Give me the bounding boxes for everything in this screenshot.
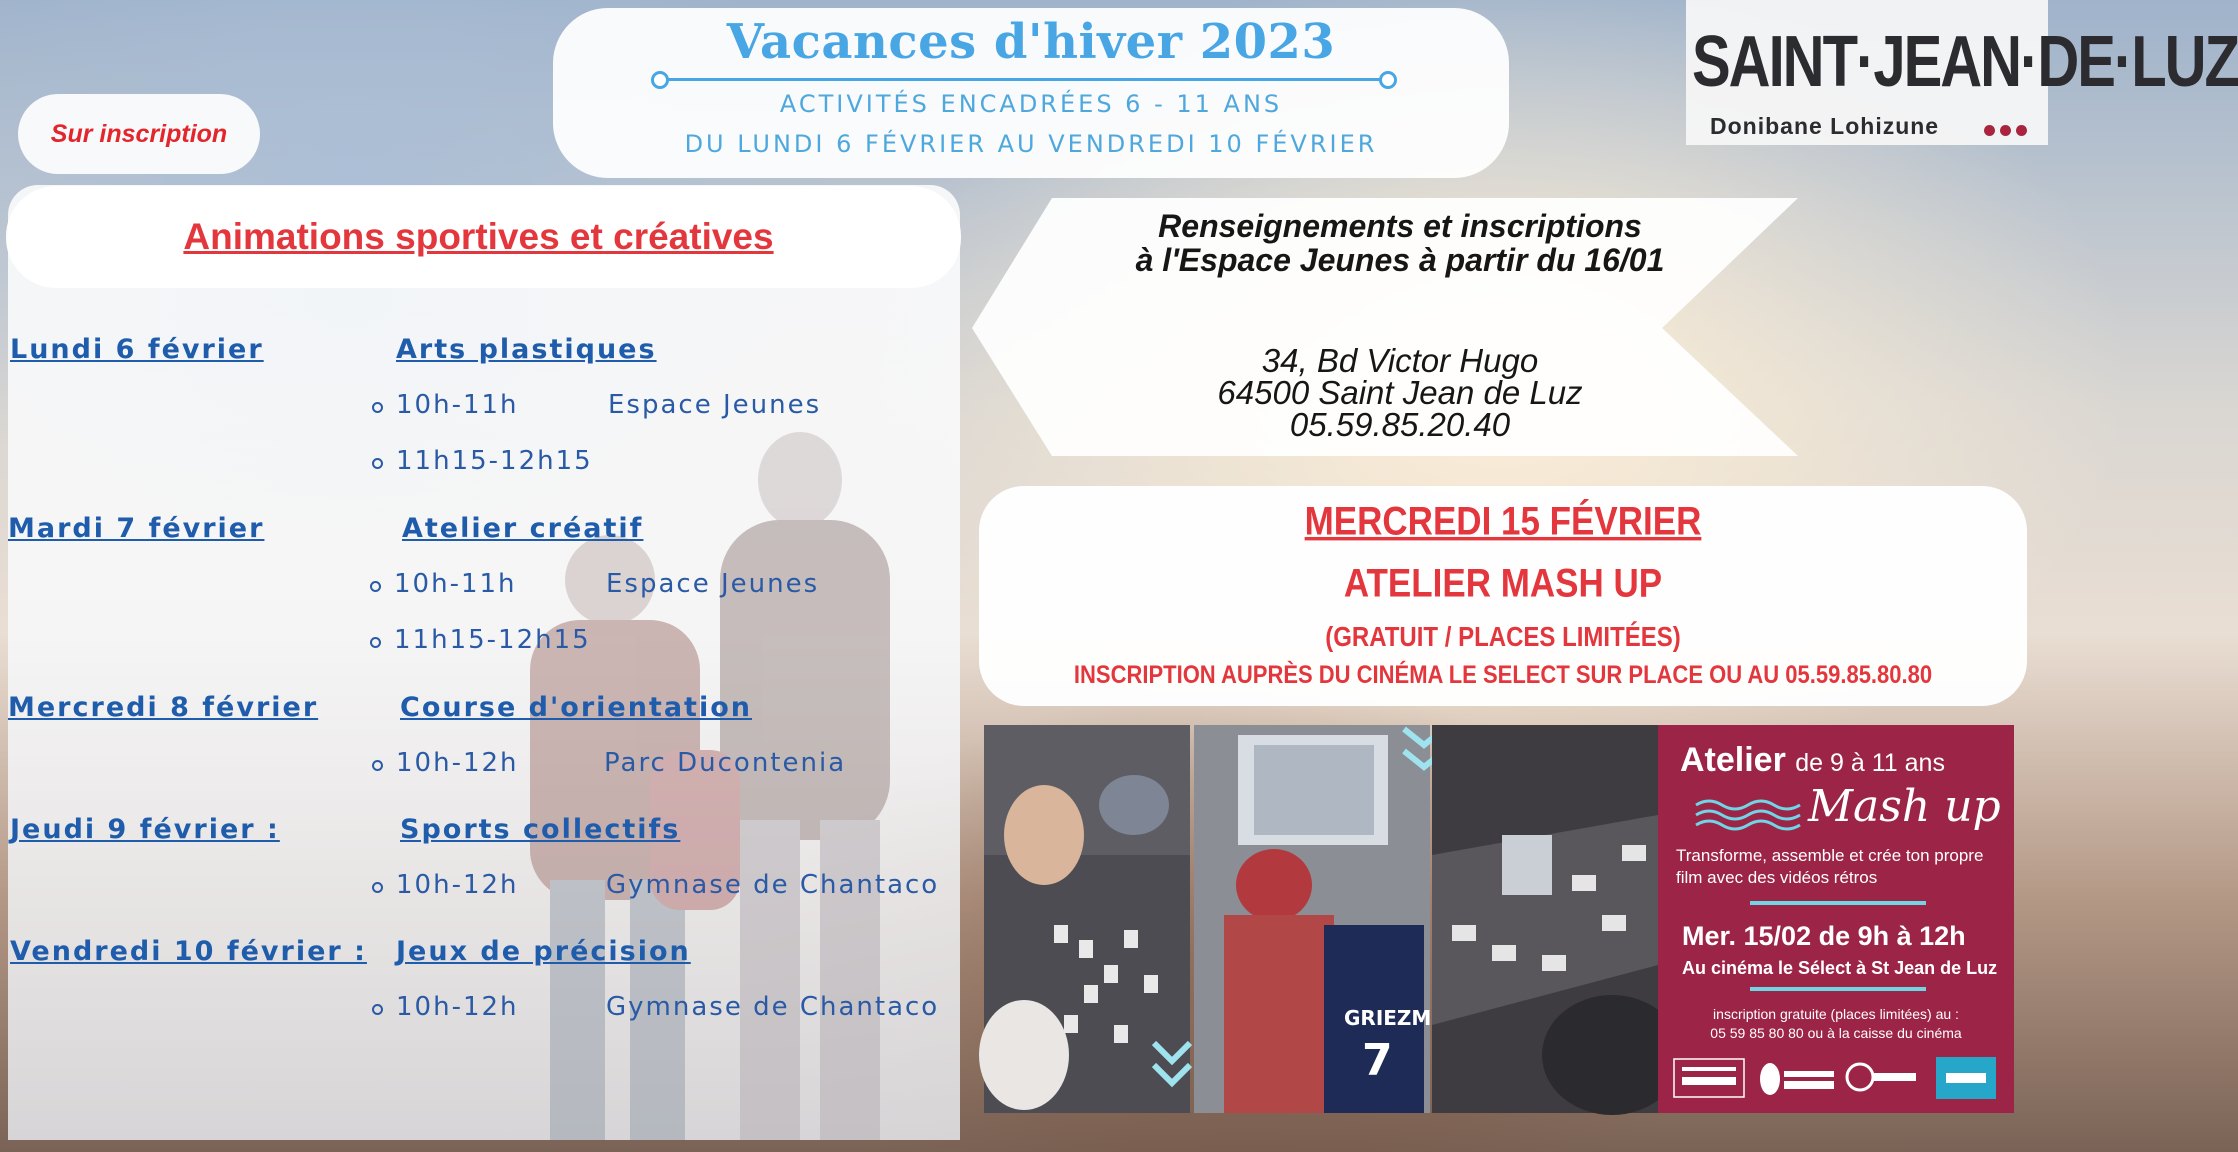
- page-title: Vacances d'hiver 2023: [726, 14, 1336, 70]
- schedule-activity: Course d'orientation: [400, 692, 752, 723]
- age-range-subtitle: ACTIVITÉS ENCADRÉES 6 - 11 ANS: [779, 90, 1283, 118]
- bullet-icon: [370, 637, 381, 648]
- poster-description: Transforme, assemble et crée ton propre film avec des vidéos rétros: [1676, 846, 1984, 887]
- info-address: [1120, 342, 1680, 443]
- bullet-icon: [372, 458, 383, 469]
- address-street: 34, Bd Victor Hugo: [1261, 342, 1539, 379]
- schedule-day: Jeudi 9 février :: [10, 814, 280, 845]
- schedule-time: 10h-12h: [396, 748, 519, 778]
- poster-note-line2: 05 59 85 80 80 ou à la caisse du cinéma: [1710, 1025, 1962, 1041]
- festival-logo-icon: [1674, 1059, 1744, 1097]
- bullet-icon: [370, 581, 381, 592]
- jersey-number: 7: [1362, 1035, 1393, 1086]
- schedule-day: Mardi 7 février: [8, 513, 265, 544]
- bullet-icon: [372, 882, 383, 893]
- title-divider: [665, 78, 1383, 81]
- schedule-time: 10h-12h: [396, 870, 519, 900]
- schedule-day: Lundi 6 février: [10, 334, 264, 365]
- bullet-icon: [372, 402, 383, 413]
- bullet-icon: [372, 1004, 383, 1015]
- date-range-subtitle: DU LUNDI 6 FÉVRIER AU VENDREDI 10 FÉVRIER: [684, 130, 1378, 158]
- city-logo: [1686, 0, 2238, 145]
- photo-kids-screen: [1194, 725, 1430, 1113]
- registration-badge: Sur inscription: [18, 94, 260, 174]
- jersey-name: GRIEZM: [1344, 1006, 1432, 1030]
- info-heading-line1: Renseignements et inscriptions: [1158, 208, 1642, 244]
- photo-table-photos: [1432, 725, 1658, 1113]
- schedule-place: Parc Ducontenia: [604, 748, 847, 778]
- bullet-icon: [372, 760, 383, 771]
- mashup-date: MERCREDI 15 FÉVRIER: [1304, 499, 1702, 544]
- schedule-activity: Arts plastiques: [396, 334, 657, 365]
- poster-script-title: Mash up: [1808, 781, 2001, 832]
- mashup-title: ATELIER MASH UP: [1343, 561, 1663, 606]
- schedule-activity: Atelier créatif: [402, 513, 644, 544]
- schedule-time: 10h-11h: [394, 569, 517, 599]
- schedule-day: Vendredi 10 février :: [10, 936, 367, 967]
- schedule-place: Gymnase de Chantaco: [606, 992, 940, 1022]
- cinema-select-logo-icon: [1760, 1063, 1834, 1095]
- partner-logos: [1674, 1055, 2004, 1101]
- poster-divider: [1750, 987, 1926, 991]
- schedule-time: 10h-12h: [396, 992, 519, 1022]
- poster-note-line1: inscription gratuite (places limitées) au :: [1713, 1006, 1959, 1022]
- mashup-poster: [1658, 725, 2014, 1113]
- schedule-day: Mercredi 8 février: [8, 692, 319, 723]
- schedule-place: Espace Jeunes: [608, 390, 822, 420]
- schedule-place: Espace Jeunes: [606, 569, 820, 599]
- schedule-activity: Sports collectifs: [400, 814, 681, 845]
- poster-place: Au cinéma le Sélect à St Jean de Luz: [1682, 958, 1998, 978]
- poster-divider: [1750, 901, 1926, 905]
- info-heading-line2: à l'Espace Jeunes à partir du 16/01: [1135, 242, 1665, 278]
- mashup-registration: INSCRIPTION AUPRÈS DU CINÉMA LE SELECT SUR PLACE OU AU 05.59.85.80.80: [1073, 660, 1933, 689]
- city-logo-basque-name: Donibane Lohizune: [1710, 113, 1940, 139]
- info-heading: [1070, 209, 1730, 277]
- icade-logo-icon: [1936, 1057, 1996, 1099]
- animations-header: [6, 186, 961, 288]
- city-logo-name: SAINT·JEAN·DE·LUZ: [1692, 20, 2238, 103]
- poster-date: Mer. 15/02 de 9h à 12h: [1682, 921, 1966, 951]
- poster-age: de 9 à 11 ans: [1795, 749, 1945, 777]
- cinevasion-logo-icon: [1847, 1064, 1916, 1090]
- schedule-place: Gymnase de Chantaco: [606, 870, 940, 900]
- poster-note: [1658, 1005, 2014, 1043]
- logo-dots-icon: [1984, 121, 2032, 140]
- schedule-activity: Jeux de précision: [396, 936, 691, 967]
- photo-kids-cards: [984, 725, 1190, 1113]
- title-box: [553, 8, 1509, 178]
- poster-title-word: Atelier: [1680, 741, 1786, 779]
- schedule-time: 11h15-12h15: [396, 446, 593, 476]
- mashup-free-note: (GRATUIT / PLACES LIMITÉES): [1325, 621, 1681, 653]
- wave-icon: [1694, 797, 1804, 827]
- schedule-time: 10h-11h: [396, 390, 519, 420]
- mashup-box: [979, 486, 2027, 706]
- address-city: 64500 Saint Jean de Luz: [1217, 374, 1583, 411]
- poster-title: [1680, 741, 1945, 780]
- info-phone: 05.59.85.20.40: [1289, 406, 1511, 443]
- schedule-time: 11h15-12h15: [394, 625, 591, 655]
- animations-title: Animations sportives et créatives: [183, 216, 774, 257]
